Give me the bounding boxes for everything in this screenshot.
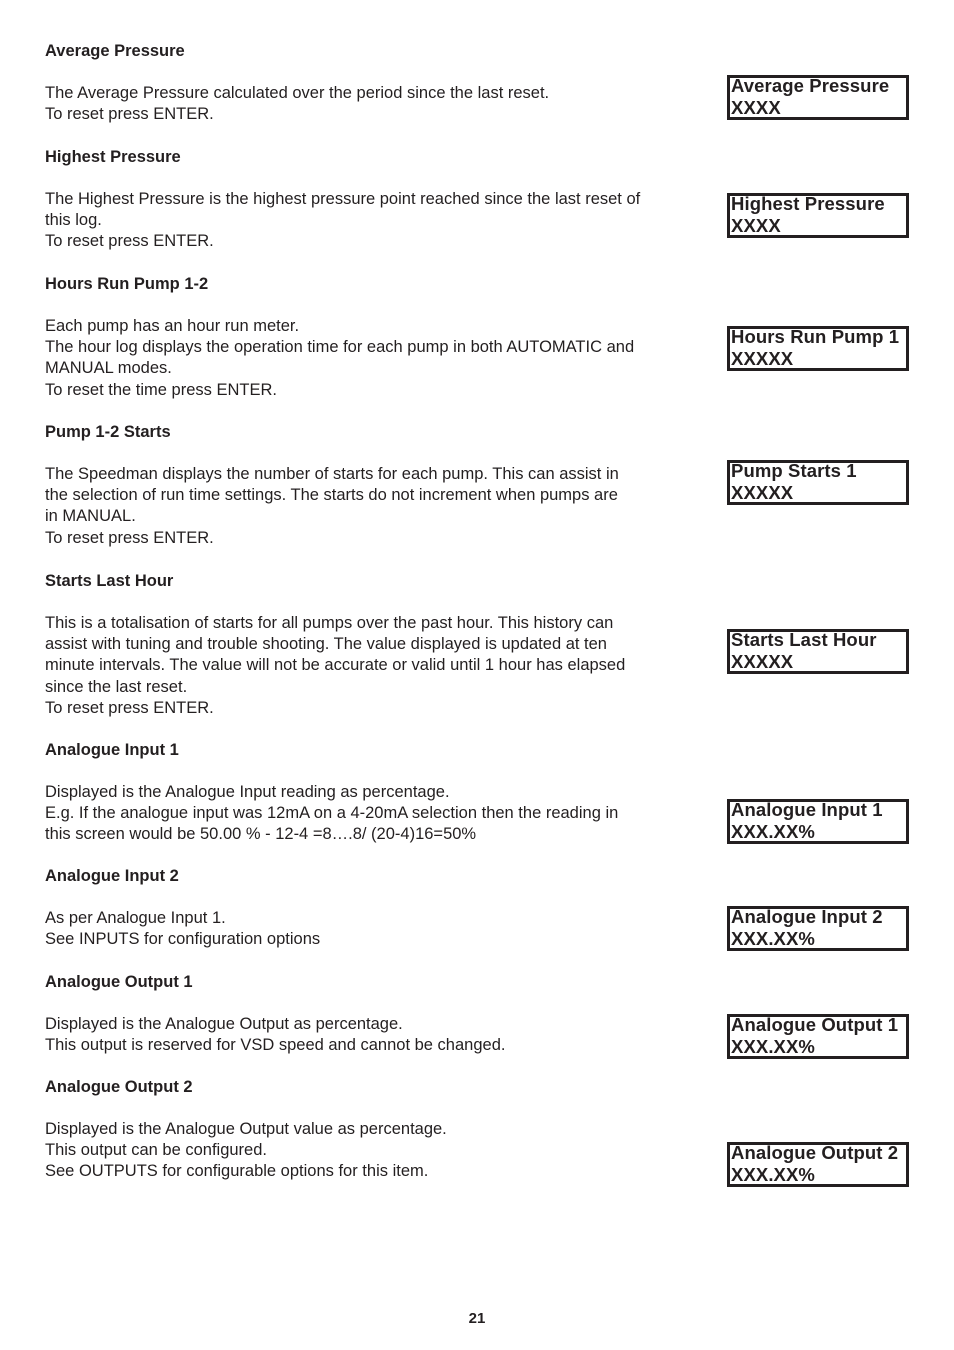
display-line-1: Starts Last Hour xyxy=(731,629,877,650)
body-line: Each pump has an hour run meter. xyxy=(45,317,300,335)
display-line-2: XXX.XX% xyxy=(731,1163,815,1185)
display-line-1: Hours Run Pump 1 xyxy=(731,326,900,347)
body-line: To reset press ENTER. xyxy=(45,528,214,547)
display-line-1: Analogue Output 2 xyxy=(731,1142,899,1163)
body-line: See OUTPUTS for configurable options for this item. xyxy=(45,1162,429,1181)
display-line-2: XXX.XX% xyxy=(731,927,815,949)
display-line-2: XXXXX xyxy=(731,347,794,369)
body-line: To reset press ENTER. xyxy=(45,232,214,251)
section-body xyxy=(45,908,695,950)
display-line-1: Highest Pressure xyxy=(731,193,885,214)
section-heading: Pump 1-2 Starts xyxy=(45,423,171,441)
display-highest-pressure xyxy=(727,193,909,238)
display-line-1: Analogue Output 1 xyxy=(731,1014,899,1035)
display-line-2: XXXXX xyxy=(731,481,794,503)
body-line: To reset the time press ENTER. xyxy=(45,380,277,399)
body-line: Displayed is the Analogue Output as percentage. xyxy=(45,1015,403,1033)
body-line: since the last reset. xyxy=(45,677,188,696)
section-body xyxy=(45,189,695,253)
section-pump-starts xyxy=(45,422,695,549)
section-highest-pressure xyxy=(45,147,695,253)
section-heading: Highest Pressure xyxy=(45,148,181,166)
section-heading: Analogue Output 2 xyxy=(45,1078,193,1096)
body-line: The Speedman displays the number of starts for each pump. This can assist in xyxy=(45,465,619,483)
display-starts-last-hour xyxy=(727,629,909,674)
display-line-2: XXX.XX% xyxy=(731,1035,815,1057)
section-analogue-input-1 xyxy=(45,740,695,846)
body-line: E.g. If the analogue input was 12mA on a 4-20mA selection then the reading in xyxy=(45,804,619,823)
body-line: the selection of run time settings. The starts do not increment when pumps are xyxy=(45,486,618,505)
page-number: 21 xyxy=(468,1310,486,1327)
body-line: in MANUAL. xyxy=(45,507,136,526)
section-starts-last-hour xyxy=(45,571,695,719)
section-heading: Hours Run Pump 1-2 xyxy=(45,275,209,293)
display-line-1: Analogue Input 1 xyxy=(731,799,883,820)
body-line: See INPUTS for configuration options xyxy=(45,930,321,949)
section-body xyxy=(45,83,695,125)
section-hours-run-pump xyxy=(45,274,695,401)
body-line: As per Analogue Input 1. xyxy=(45,909,226,927)
display-line-2: XXXX xyxy=(731,96,781,118)
display-line-1: Average Pressure xyxy=(731,75,890,96)
body-line: This output can be configured. xyxy=(45,1141,267,1160)
body-line: Displayed is the Analogue Output value as percentage. xyxy=(45,1120,447,1138)
body-line: this log. xyxy=(45,211,102,230)
body-line: To reset press ENTER. xyxy=(45,698,214,717)
body-line: The Highest Pressure is the highest pressure point reached since the last reset of xyxy=(45,190,641,208)
section-average-pressure xyxy=(45,41,695,125)
body-line: To reset press ENTER. xyxy=(45,105,214,124)
section-heading: Analogue Input 2 xyxy=(45,867,179,885)
display-analogue-output-1 xyxy=(727,1014,909,1059)
section-heading: Starts Last Hour xyxy=(45,572,174,590)
body-line: minute intervals. The value will not be accurate or valid until 1 hour has elapsed xyxy=(45,656,626,675)
section-body xyxy=(45,464,695,549)
display-average-pressure xyxy=(727,75,909,120)
body-line: The Average Pressure calculated over the period since the last reset. xyxy=(45,84,550,102)
section-heading: Average Pressure xyxy=(45,42,185,60)
display-line-2: XXX.XX% xyxy=(731,820,815,842)
display-line-1: Pump Starts 1 xyxy=(731,460,857,481)
display-line-2: XXXXX xyxy=(731,650,794,672)
display-analogue-output-2 xyxy=(727,1142,909,1187)
body-line: assist with tuning and trouble shooting. The value displayed is updated at ten xyxy=(45,635,607,654)
display-hours-run-pump xyxy=(727,326,909,371)
body-line: Displayed is the Analogue Input reading as percentage. xyxy=(45,783,450,801)
body-line: MANUAL modes. xyxy=(45,359,172,378)
section-analogue-output-1 xyxy=(45,972,695,1056)
section-body xyxy=(45,613,695,719)
display-pump-starts xyxy=(727,460,909,505)
display-analogue-input-1 xyxy=(727,799,909,844)
body-line: this screen would be 50.00 % - 12-4 =8….8/ (20-4)16=50% xyxy=(45,825,477,844)
section-body xyxy=(45,782,695,846)
display-line-1: Analogue Input 2 xyxy=(731,906,883,927)
section-analogue-output-2 xyxy=(45,1077,695,1183)
section-analogue-input-2 xyxy=(45,866,695,950)
display-analogue-input-2 xyxy=(727,906,909,951)
display-line-2: XXXX xyxy=(731,214,781,236)
section-body xyxy=(45,316,695,401)
section-heading: Analogue Input 1 xyxy=(45,741,179,759)
section-heading: Analogue Output 1 xyxy=(45,973,193,991)
body-line: This is a totalisation of starts for all pumps over the past hour. This history can xyxy=(45,614,614,632)
body-line: This output is reserved for VSD speed and cannot be changed. xyxy=(45,1036,506,1055)
body-line: The hour log displays the operation time for each pump in both AUTOMATIC and xyxy=(45,338,635,357)
section-body xyxy=(45,1014,695,1056)
section-body xyxy=(45,1119,695,1183)
